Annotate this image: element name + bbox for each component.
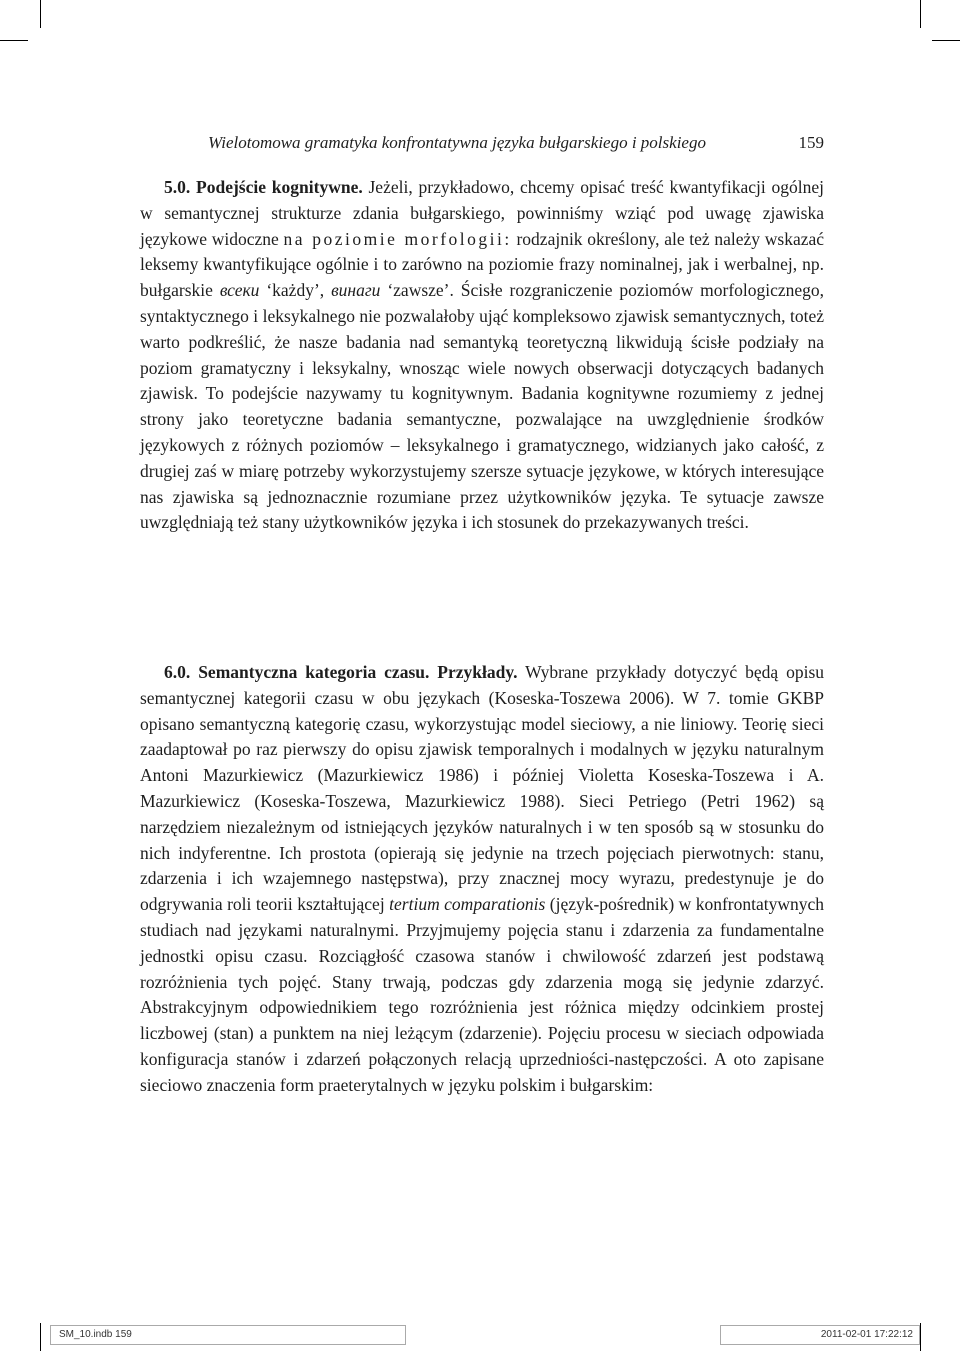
gloss: ‘zawsze’. [387,280,454,301]
body-text: (język-pośrednik) w konfrontatywnych studiach nad językami naturalnymi. Przyjmujemy pojęcia stanu i zdarzenia za fundamentalne jednostki opisu czasu. Rozciągłość czasowa stanów i chwilowość zdarzeń jest podstawą rozróżnienia tych pojęć. Stany trwają, podczas gdy zdarzenia mogą się jedynie zdarzyć. Abstrakcyjnym odpowiednikiem tego rozróżnienia jest różnica między odcinkiem prostej liczbowej (stan) a punktem na niej leżącym (zdarzenie). Pojęciu procesu w sieciach odpowiada konfiguracja stanów i zdarzeń połączonych relacją uprzedniości-następczości. A oto zapisane sieciowo znaczenia form praeterytalnych w języku polskim i bułgarskim: [140,894,825,1095]
timestamp-label: 2011-02-01 17:22:12 [820,1329,913,1340]
crop-mark-top-right-h [932,40,960,41]
paragraph-section-5 [140,175,824,536]
body-text: Wybrane przykłady dotyczyć będą opisu semantycznej kategorii czasu w obu językach (Koseska-Toszewa 2006). W 7. tomie GKBP opisano semantyczną kategorię czasu, wykorzystując model sieciowy, a nie liniowy. Teorię sieci zaadaptował po raz pierwszy do opisu zjawisk temporalnych i modalnych w języku naturalnym Antoni Mazurkiewicz (Mazurkiewicz 1986) i później Violetta Koseska-Toszewa i A. Mazurkiewicz (Koseska-Toszewa, Mazurkiewicz 1988). Sieci Petriego (Petri 1962) są narzędziem niezależnym od istniejących języków naturalnych i w ten sposób są w stosunku do nich indyferentne. Ich prostota (opierają się jedynie na trzech pojęciach pierwotnych: stanu, zdarzenia i ich wzajemnego następstwa), przy znacznej mocy wyrazu, predestynuje je do odgrywania roli teorii kształtującej [140,662,825,915]
gloss: ‘każdy’, [266,280,325,301]
body-text: Ścisłe rozgraniczenie poziomów morfologicznego, syntaktycznego i leksykalnego nie pozwalałoby ująć kompleksowo zjawisk semantycznych, toteż warto podkreślić, że nasze badania nad semantyką teoretyczną likwidują ścisłe podziały na poziom gramatyczny i leksykalny, wnosząc wiele nowych obserwacji dotyczących badanych zjawisk. To podejście nazywamy tu kognitywnym. Badania kognitywne rozumiemy z jednej strony jako teoretyczne badania semantyczne, pozwalające na uwzględnienie środków językowych z różnych poziomów – leksykalnego i gramatycznego, widzianych jako całość, z drugiej zaś w miarę potrzeby wykorzystujemy szersze sytuacje językowe, w których interesujące nas zjawiska są jednoznacznie rozumiane przez użytkowników języka. Te sytuacje zawsze uwzględniają też stany użytkowników języka i ich stosunek do przekazywanych treści. [140,280,825,533]
paragraph-section-6 [140,660,824,1099]
spaced-emphasis: na poziomie morfologii: [283,228,512,249]
crop-mark-top-right [920,0,921,28]
crop-mark-bottom-left [40,1323,41,1351]
latin-term: tertium comparationis [389,894,546,915]
section-number: 5.0. [164,177,191,197]
section-number: 6.0. [164,662,191,682]
page-number: 159 [798,133,824,152]
print-slug-file [50,1325,406,1345]
bulgarian-example: всеки [219,280,260,301]
body-text: Jeżeli, przykładowo, chcemy opisać treść kwantyfikacji ogólnej w semantycznej strukturze zdania bułgarskiego, powinniśmy wziąć pod uwagę zjawiska językowe widoczne [140,177,824,249]
section-heading: Semantyczna kategoria czasu. Przykłady. [198,662,518,682]
crop-mark-bottom-right [920,1323,921,1351]
print-slug-date [720,1325,920,1345]
bulgarian-example: винаги [331,280,381,301]
body-text: rodzajnik określony, ale też należy wskazać leksemy kwantyfikujące ogólnie i to zarówno na poziomie frazy nominalnej, jak i werbalnej, np. bułgarskie [140,228,825,301]
file-label: SM_10.indb 159 [59,1329,132,1340]
running-title: Wielotomowa gramatyka konfrontatywna języka bułgarskiego i polskiego [208,133,706,152]
section-heading: Podejście kognitywne. [196,177,363,197]
crop-mark-top-left-h [0,40,28,41]
running-header [140,133,824,157]
crop-mark-top-left [40,0,41,28]
